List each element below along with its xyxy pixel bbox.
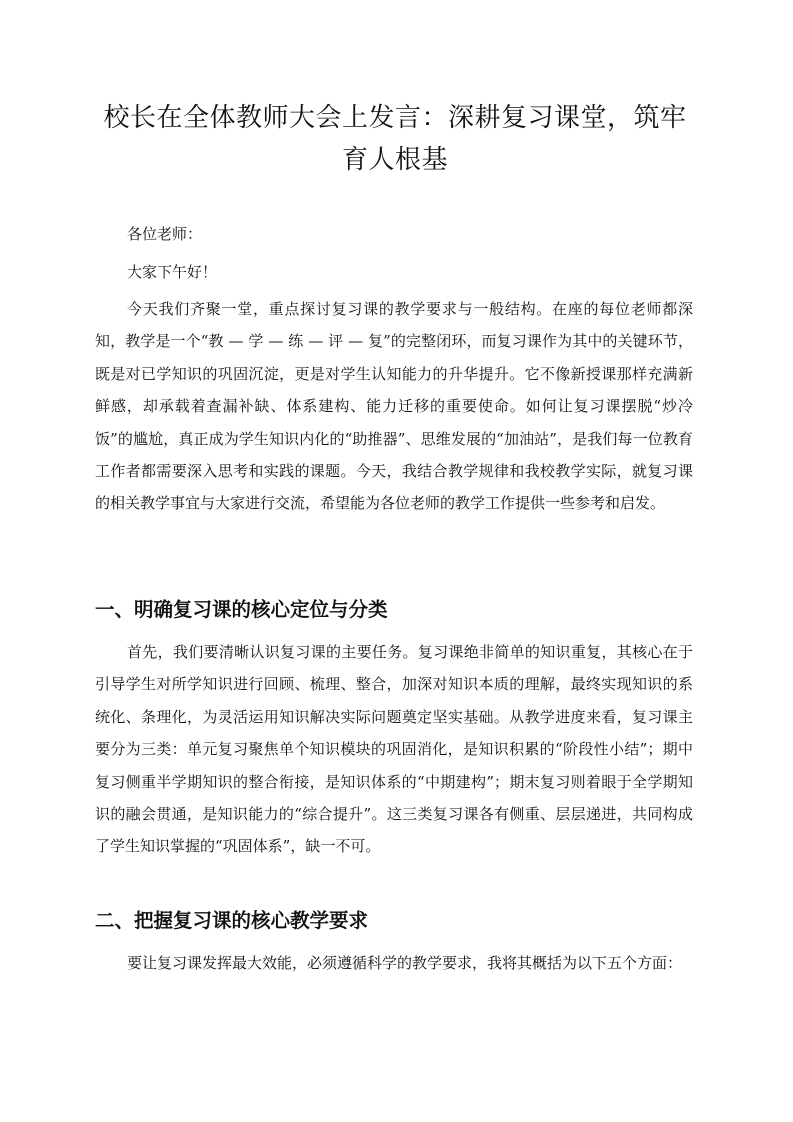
greeting: 大家下午好！ (127, 263, 218, 281)
intro-paragraph: 今天我们齐聚一堂，重点探讨复习课的教学要求与一般结构。在座的每位老师都深知，教学是一个“教 — 学 — 练 — 评 — 复”的完整闭环，而复习课作为其中的关键环节，既是对已学知识的巩固沉淀，更是对学生认知能力的升华提升。它不像新授课那样充满新鲜感，却承载着查漏补缺、体系建构、能力迁移的重要使命。如何让复习课摆脱“炒冷饭”的尴尬，真正成为学生知识内化的“助推器”、思维发展的“加油站”，是我们每一位教育工作者都需要深入思考和实践的课题。今天，我结合教学规律和我校教学实际，就复习课的相关教学事宜与大家进行交流，希望能为各位老师的教学工作提供一些参考和启发。 (95, 300, 693, 513)
document-title: 校长在全体教师大会上发言：深耕复习课堂，筑牢育人根基 (103, 103, 687, 175)
salutation: 各位老师： (127, 225, 203, 243)
section-paragraph-1: 首先，我们要清晰认识复习课的主要任务。复习课绝非简单的知识重复，其核心在于引导学生对所学知识进行回顾、梳理、整合，加深对知识本质的理解，最终实现知识的系统化、条理化，为灵活运用知识解决实际问题奠定坚实基础。从教学进度来看，复习课主要分为三类：单元复习聚焦单个知识模块的巩固消化，是知识积累的“阶段性小结”；期中复习侧重半学期知识的整合衔接，是知识体系的“中期建构”；期末复习则着眼于全学期知识的融会贯通，是知识能力的“综合提升”。这三类复习课各有侧重、层层递进，共同构成了学生知识掌握的“巩固体系”，缺一不可。 (95, 643, 693, 856)
section-heading-2: 二、把握复习课的核心教学要求 (95, 909, 369, 932)
section-heading-1: 一、明确复习课的核心定位与分类 (95, 598, 388, 621)
section-paragraph-2: 要让复习课发挥最大效能，必须遵循科学的教学要求，我将其概括为以下五个方面： (127, 954, 683, 972)
